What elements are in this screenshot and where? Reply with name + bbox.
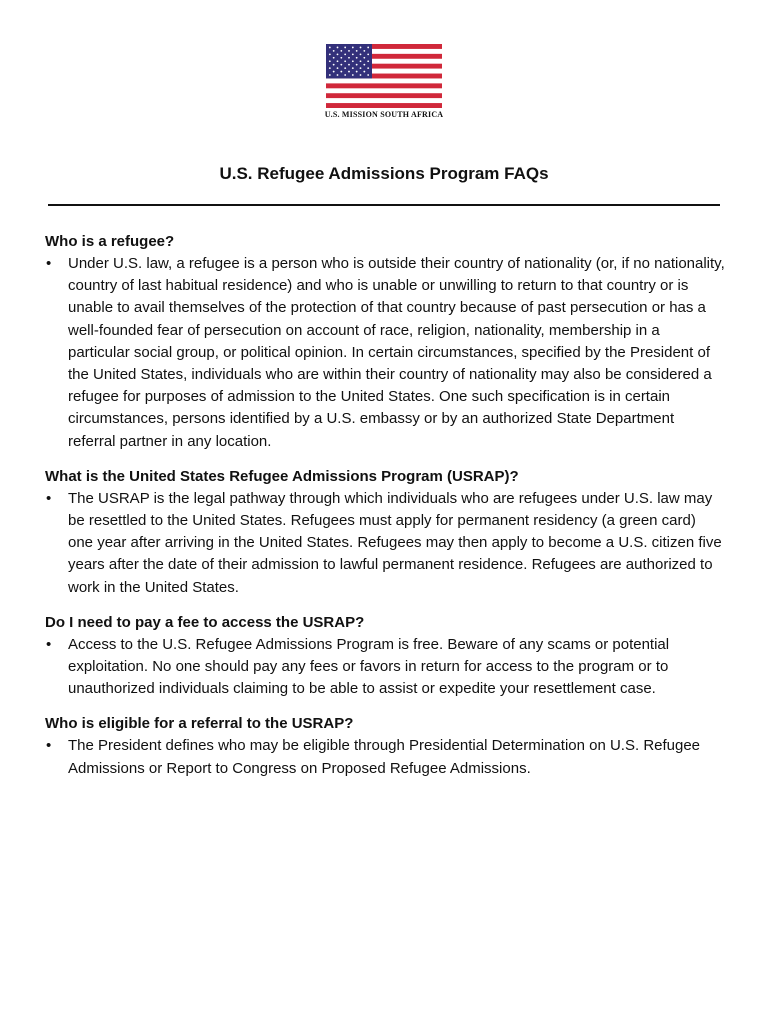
bullet-icon: • bbox=[46, 635, 52, 653]
faq-answer-text: Under U.S. law, a refugee is a person who is outside their country of nationality (or, if no nationality, country of last habitual residence) and who is unable or unwilling to return to that country or is unable to avail themselves of the protection of that country because of past persecution or has a well-founded fear of persecution on account of race, religion, nationality, membership in a particular social group, or political opinion. In certain circumstances, specified by the President of the United States, individuals who are within their country of nationality may also be considered a refugee for purposes of admission to the United States. One such specification is in certain circumstances, persons identified by a U.S. embassy or by an authorized State Department referral partner in any location. bbox=[68, 255, 725, 450]
faq-question: What is the United States Refugee Admissions Program (USRAP)? bbox=[45, 467, 519, 485]
faq-item bbox=[45, 713, 725, 779]
faq-answer-text: Access to the U.S. Refugee Admissions Program is free. Beware of any scams or potential exploitation. No one should pay any fees or favors in return for access to the program or to unauthorized individuals claiming to be able to assist or expedite your resettlement case. bbox=[68, 635, 670, 698]
faq-answer bbox=[45, 253, 725, 453]
faq-list bbox=[45, 231, 725, 793]
header bbox=[0, 44, 768, 122]
bullet-icon: • bbox=[46, 737, 52, 755]
us-flag-icon bbox=[326, 44, 442, 108]
faq-answer bbox=[45, 488, 725, 599]
faq-answer bbox=[45, 634, 725, 701]
faq-question: Who is eligible for a referral to the USRAP? bbox=[45, 715, 354, 733]
faq-answer bbox=[45, 735, 725, 779]
faq-item bbox=[45, 612, 725, 701]
page-title: U.S. Refugee Admissions Program FAQs bbox=[219, 164, 549, 183]
bullet-icon: • bbox=[46, 255, 52, 272]
faq-question: Do I need to pay a fee to access the USRAP? bbox=[45, 613, 365, 631]
title-divider bbox=[48, 204, 720, 206]
faq-question: Who is a refugee? bbox=[45, 233, 175, 250]
faq-answer-text: The USRAP is the legal pathway through which individuals who are refugees under U.S. law may be resettled to the United States. Refugees must apply for permanent residency (a green card) one year after arriving in the United States. Refugees may then apply to become a U.S. citizen five years after the date of their admission to lawful permanent residence. Refugees are authorized to work in the United States. bbox=[68, 489, 722, 596]
faq-item bbox=[45, 231, 725, 453]
bullet-icon: • bbox=[46, 489, 52, 507]
faq-item bbox=[45, 466, 725, 599]
faq-answer-text: The President defines who may be eligible through Presidential Determination on U.S. Refugee Admissions or Report to Congress on Proposed Refugee Admissions. bbox=[68, 737, 701, 777]
mission-logo bbox=[325, 44, 444, 119]
mission-label: U.S. MISSION SOUTH AFRICA bbox=[324, 110, 444, 119]
